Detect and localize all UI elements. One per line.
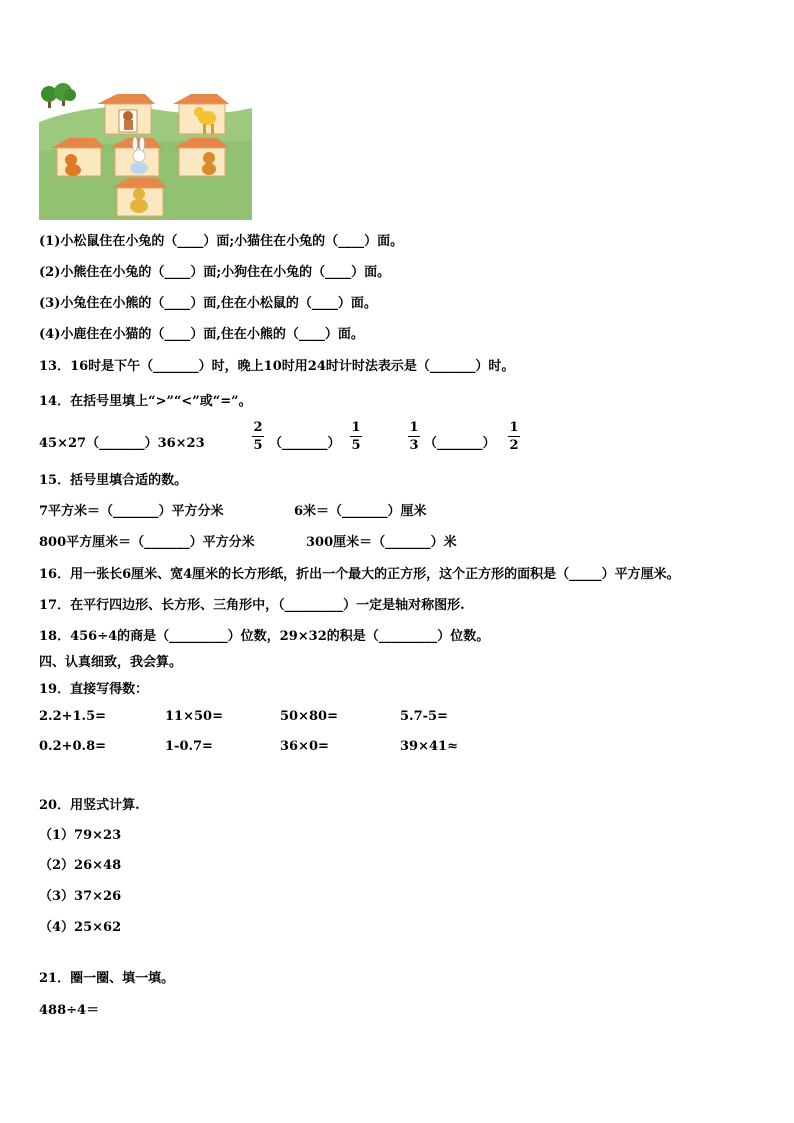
q18-text: 18．456÷4的商是（_________）位数，29×32的积是（_________）位数。 (39, 629, 490, 644)
q14-c-blank: （_______） (424, 436, 496, 451)
q20-item-4: （4）25×62 (39, 920, 122, 935)
q20-title: 20．用竖式计算. (39, 798, 140, 813)
q14-frac-2-5: 2 5 (253, 420, 263, 453)
q19-r2-c4: 39×41≈ (400, 739, 458, 754)
animal-houses-illustration (39, 82, 252, 220)
q14-title: 14．在括号里填上“>”“<”或“=”。 (39, 394, 252, 409)
q20-item-3: （3）37×26 (39, 889, 122, 904)
q15-a: 7平方米＝（_______）平方分米 (39, 504, 224, 519)
q17-text: 17．在平行四边形、长方形、三角形中，（_________）一定是轴对称图形. (39, 598, 465, 613)
q12-line2: (2)小熊住在小兔的（____）面;小狗住在小兔的（____）面。 (39, 265, 391, 280)
q12-line3: (3)小兔住在小熊的（____）面,住在小松鼠的（____）面。 (39, 296, 377, 311)
q12-line1: (1)小松鼠住在小兔的（____）面;小猫住在小兔的（____）面。 (39, 234, 404, 249)
house-squirrel (97, 94, 155, 134)
house-deer (173, 94, 229, 134)
q21-expression: 488÷4＝ (39, 1003, 100, 1018)
q12-line4: (4)小鹿住在小猫的（____）面,住在小熊的（____）面。 (39, 327, 364, 342)
q15-d: 300厘米＝（_______）米 (306, 535, 457, 550)
q13-text: 13．16时是下午（_______）时，晚上10时用24时计时法表示是（_______）时。 (39, 359, 515, 374)
section-four-heading: 四、认真细致，我会算。 (39, 655, 183, 670)
q15-c: 800平方厘米＝（_______）平方分米 (39, 535, 255, 550)
q14-frac-1-3: 1 3 (409, 420, 419, 453)
house-cat (173, 138, 229, 176)
q15-title: 15．括号里填合适的数。 (39, 473, 188, 488)
q14-a: 45×27（_______）36×23 (39, 436, 205, 451)
house-bear (111, 178, 167, 216)
q19-r1-c1: 2.2+1.5= (39, 709, 107, 724)
q20-item-2: （2）26×48 (39, 858, 122, 873)
q19-r1-c4: 5.7-5= (400, 709, 448, 724)
q15-b: 6米＝（_______）厘米 (294, 504, 427, 519)
q14-frac-1-5: 1 5 (351, 420, 361, 453)
q20-item-1: （1）79×23 (39, 828, 122, 843)
q19-r2-c3: 36×0= (280, 739, 329, 754)
q21-title: 21．圈一圈、填一填。 (39, 971, 175, 986)
q19-r1-c2: 11×50= (165, 709, 223, 724)
q19-r2-c2: 1-0.7= (165, 739, 213, 754)
q16-text: 16．用一张长6厘米、宽4厘米的长方形纸，折出一个最大的正方形，这个正方形的面积是（_____）平方厘米。 (39, 567, 680, 582)
q14-b-blank: （_______） (269, 436, 341, 451)
q19-title: 19．直接写得数： (39, 682, 149, 697)
q19-r2-c1: 0.2+0.8= (39, 739, 107, 754)
house-fox (51, 138, 105, 176)
q14-frac-1-2: 1 2 (509, 420, 519, 453)
q19-r1-c3: 50×80= (280, 709, 338, 724)
